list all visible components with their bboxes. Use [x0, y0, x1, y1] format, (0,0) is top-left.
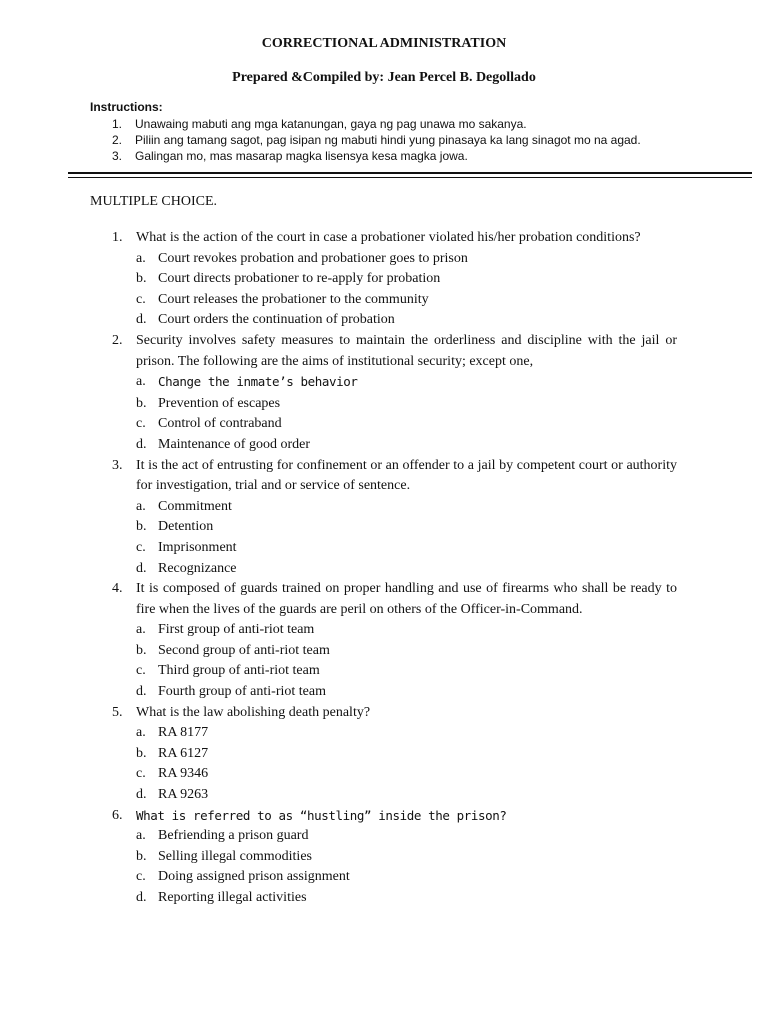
choice-text: Fourth group of anti-riot team — [158, 684, 326, 700]
choice-text: Commitment — [158, 498, 232, 514]
choice-letter: b. — [136, 848, 147, 864]
choice-letter: b. — [136, 271, 147, 287]
choice-list — [136, 372, 677, 455]
choice-letter: a. — [136, 250, 146, 266]
question-item — [90, 806, 677, 909]
instruction-number: 2. — [112, 133, 123, 147]
choice-letter: c. — [136, 663, 146, 679]
choice-text: Imprisonment — [158, 539, 237, 555]
choice-item — [136, 723, 677, 744]
choice-letter: d. — [136, 787, 147, 803]
document-author-line: Prepared &Compiled by: Jean Percel B. Degollado — [232, 70, 536, 85]
question-text: What is referred to as “hustling” inside the prison? — [136, 807, 507, 823]
choice-item — [136, 826, 677, 847]
choice-item — [136, 435, 677, 456]
question-number: 4. — [112, 581, 123, 597]
question-item — [90, 703, 677, 806]
choice-letter: a. — [136, 374, 146, 390]
instruction-item — [90, 132, 710, 148]
instruction-item — [90, 116, 710, 132]
instructions-heading: Instructions: — [90, 100, 163, 114]
choice-letter: a. — [136, 725, 146, 741]
choice-text: Control of contraband — [158, 416, 282, 432]
question-text: It is composed of guards trained on proper handling and use of firearms who shall be ready to fire when the lives of the guards are peril on others of the Officer-in-Command. — [136, 581, 677, 617]
choice-item — [136, 497, 677, 518]
question-item — [90, 456, 677, 580]
question-text: Security involves safety measures to maintain the orderliness and discipline with the jail or prison. The following are the aims of institutional security; except one, — [136, 332, 677, 369]
choice-text: Befriending a prison guard — [158, 828, 309, 844]
question-number: 5. — [112, 704, 123, 720]
choice-text: Change the inmate’s behavior — [158, 374, 358, 390]
question-text: What is the law abolishing death penalty? — [136, 704, 371, 720]
choice-letter: b. — [136, 745, 147, 761]
choice-letter: c. — [136, 869, 146, 885]
document-title: CORRECTIONAL ADMINISTRATION — [261, 36, 507, 51]
choice-text: Maintenance of good order — [158, 436, 310, 452]
choice-letter: a. — [136, 498, 146, 514]
instruction-item — [90, 148, 710, 164]
choice-text: Court releases the probationer to the community — [158, 291, 429, 307]
choice-item — [136, 414, 677, 435]
choice-letter: c. — [136, 291, 146, 307]
choice-item — [136, 538, 677, 559]
choice-text: Court orders the continuation of probation — [158, 312, 395, 328]
choice-text: First group of anti-riot team — [158, 622, 315, 638]
choice-letter: c. — [136, 416, 146, 432]
question-item — [90, 228, 677, 331]
choice-letter: b. — [136, 642, 147, 658]
choice-item — [136, 847, 677, 868]
choice-text: RA 6127 — [158, 745, 209, 761]
choice-item — [136, 269, 677, 290]
question-number: 2. — [112, 332, 123, 348]
question-item — [90, 579, 677, 703]
choice-item — [136, 867, 677, 888]
choice-list — [136, 723, 677, 805]
instruction-text: Galingan mo, mas masarap magka lisensya kesa magka jowa. — [135, 149, 468, 163]
instruction-text: Unawaing mabuti ang mga katanungan, gaya ng pag unawa mo sakanya. — [135, 117, 527, 131]
choice-text: Selling illegal commodities — [158, 848, 312, 864]
choice-text: Prevention of escapes — [158, 395, 281, 411]
choice-text: RA 9263 — [158, 787, 209, 803]
question-text: What is the action of the court in case a probationer violated his/her probation conditions? — [136, 230, 641, 245]
choice-item — [136, 517, 677, 538]
choice-list — [136, 249, 677, 331]
choice-item — [136, 641, 677, 662]
question-list — [90, 228, 677, 909]
question-number: 6. — [112, 807, 123, 823]
choice-list — [136, 620, 677, 702]
header-divider-thin — [68, 177, 752, 178]
question-number: 3. — [112, 457, 123, 473]
choice-text: Reporting illegal activities — [158, 890, 307, 905]
choice-item — [136, 888, 677, 909]
choice-item — [136, 394, 677, 415]
choice-text: Court revokes probation and probationer goes to prison — [158, 250, 468, 266]
choice-text: Doing assigned prison assignment — [158, 869, 350, 885]
choice-text: Third group of anti-riot team — [158, 663, 320, 679]
choice-text: Second group of anti-riot team — [158, 642, 330, 658]
choice-item — [136, 372, 677, 394]
choice-item — [136, 661, 677, 682]
choice-letter: d. — [136, 890, 147, 905]
choice-letter: a. — [136, 622, 146, 638]
header-divider-thick — [68, 172, 752, 174]
choice-item — [136, 249, 677, 270]
choice-item — [136, 290, 677, 311]
choice-text: RA 9346 — [158, 766, 209, 782]
choice-letter: c. — [136, 539, 146, 555]
choice-item — [136, 559, 677, 580]
instruction-text: Piliin ang tamang sagot, pag isipan ng mabuti hindi yung pinasaya ka lang sinagot mo na agad. — [135, 133, 641, 147]
instruction-number: 3. — [112, 149, 123, 163]
choice-item — [136, 744, 677, 765]
choice-letter: d. — [136, 312, 147, 328]
question-item — [90, 331, 677, 456]
choice-letter: d. — [136, 436, 147, 452]
choice-item — [136, 620, 677, 641]
choice-text: Court directs probationer to re-apply for probation — [158, 271, 441, 287]
choice-letter: b. — [136, 395, 147, 411]
choice-text: RA 8177 — [158, 725, 209, 741]
choice-letter: b. — [136, 519, 147, 535]
choice-letter: d. — [136, 684, 147, 700]
choice-item — [136, 764, 677, 785]
choice-list — [136, 497, 677, 579]
choice-text: Recognizance — [158, 560, 237, 576]
choice-letter: a. — [136, 828, 146, 844]
choice-letter: d. — [136, 560, 147, 576]
instruction-number: 1. — [112, 117, 123, 131]
instructions-list — [90, 116, 710, 164]
choice-item — [136, 785, 677, 806]
section-title: MULTIPLE CHOICE. — [90, 194, 218, 209]
choice-item — [136, 682, 677, 703]
choice-letter: c. — [136, 766, 146, 782]
choice-item — [136, 310, 677, 331]
question-number: 1. — [112, 230, 123, 245]
choice-text: Detention — [158, 519, 214, 535]
choice-list — [136, 826, 677, 908]
question-text: It is the act of entrusting for confinement or an offender to a jail by competent court or authority for investigation, trial and or service of sentence. — [136, 457, 677, 494]
